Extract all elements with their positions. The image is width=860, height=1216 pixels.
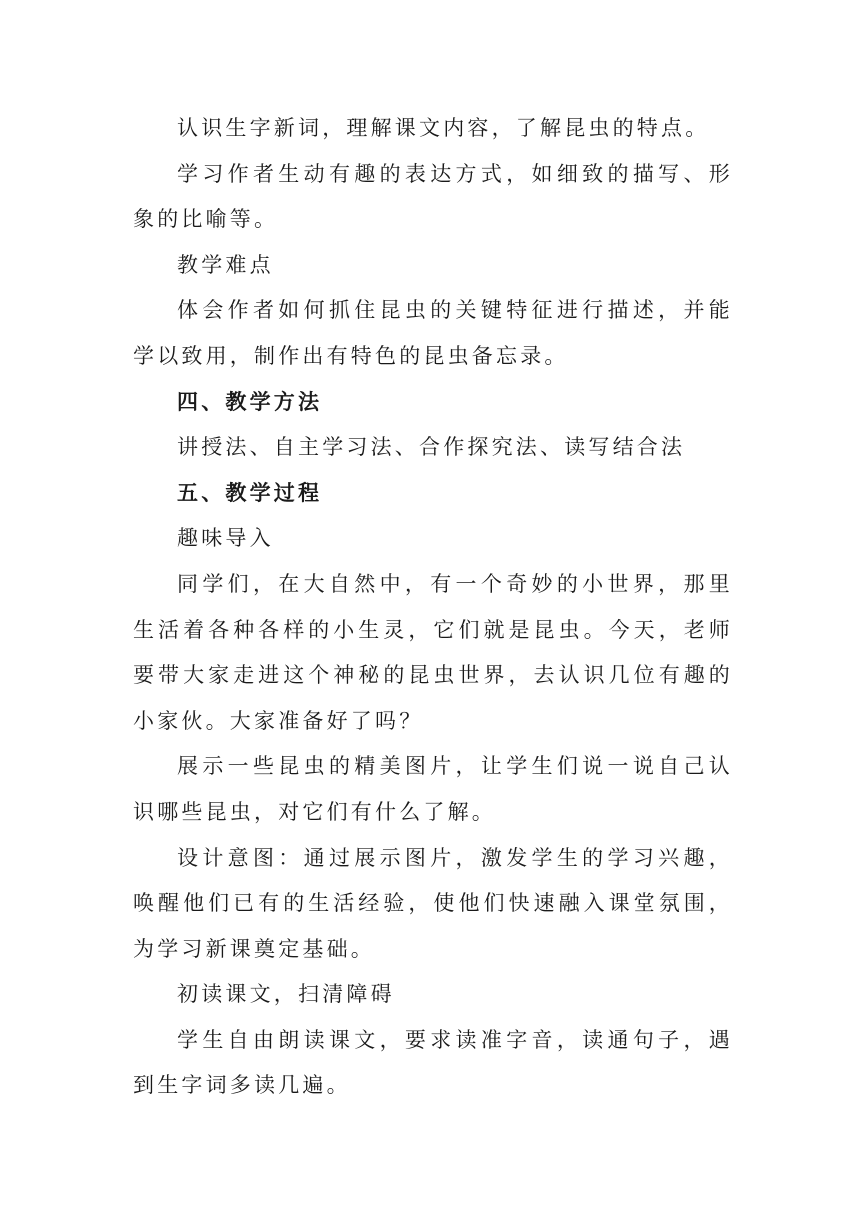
paragraph-methods: 讲授法、自主学习法、合作探究法、读写结合法 <box>177 435 686 460</box>
subheading-first-reading: 初读课文，扫清障碍 <box>177 982 395 1007</box>
paragraph-objective-1: 认识生字新词，理解课文内容，了解昆虫的特点。 <box>177 116 710 140</box>
heading-teaching-methods: 四、教学方法 <box>177 389 323 414</box>
subheading-teaching-difficulty: 教学难点 <box>177 252 274 277</box>
paragraph-objective-2: 学习作者生动有趣的表达方式，如细致的描写、形象的比喻等。 <box>133 161 733 232</box>
paragraph-design-intent: 设计意图：通过展示图片，激发学生的学习兴趣，唤醒他们已有的生活经验，使他们快速融入课堂氛围，为学习新课奠定基础。 <box>133 845 733 961</box>
document-page <box>133 106 733 1109</box>
paragraph-difficulty: 体会作者如何抓住昆虫的关键特征进行描述，并能学以致用，制作出有特色的昆虫备忘录。 <box>133 298 733 368</box>
paragraph-intro-speech: 同学们，在大自然中，有一个奇妙的小世界，那里生活着各种各样的小生灵，它们就是昆虫。今天，老师要带大家走进这个神秘的昆虫世界，去认识几位有趣的小家伙。大家准备好了吗？ <box>133 571 733 733</box>
paragraph-free-reading: 学生自由朗读课文，要求读准字音，读通句子，遇到生字词多读几遍。 <box>133 1027 733 1098</box>
subheading-fun-intro: 趣味导入 <box>177 526 274 551</box>
heading-teaching-process: 五、教学过程 <box>177 480 323 505</box>
paragraph-show-pictures: 展示一些昆虫的精美图片，让学生们说一说自己认识哪些昆虫，对它们有什么了解。 <box>133 754 733 824</box>
